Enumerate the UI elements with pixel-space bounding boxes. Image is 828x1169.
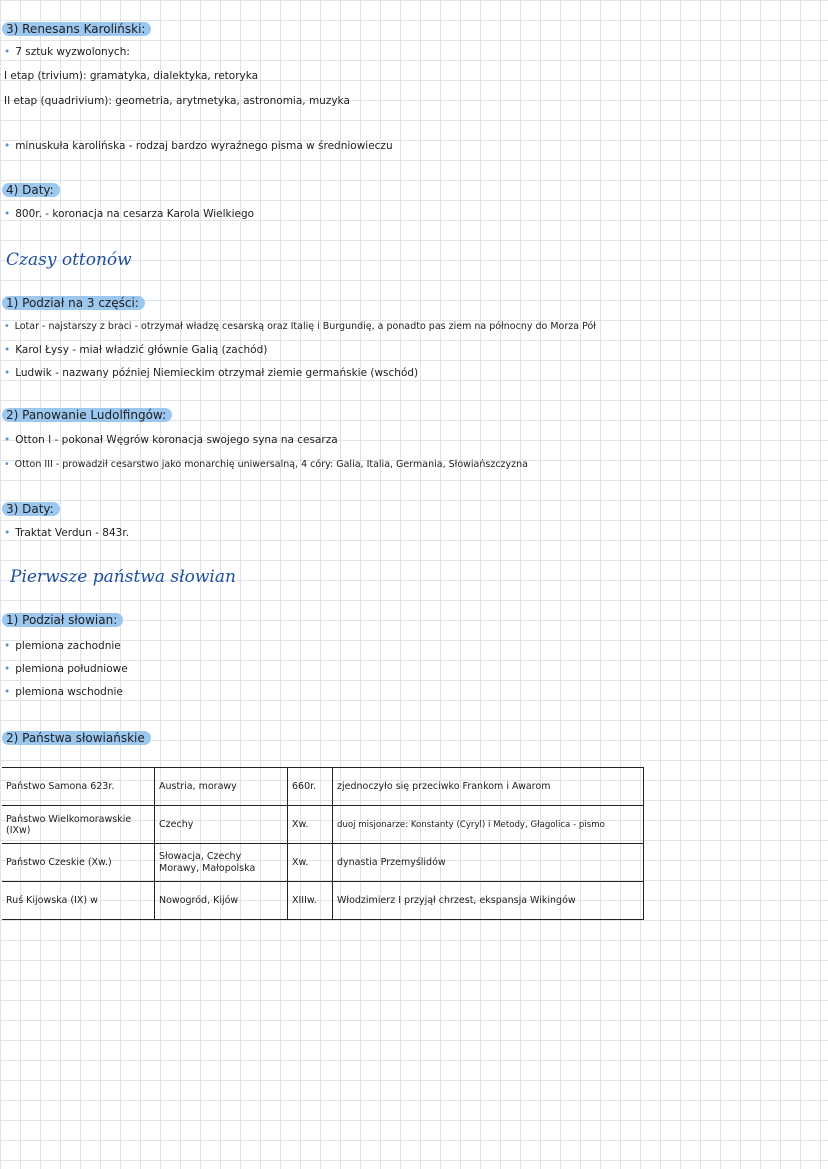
section-heading-podzial-slowian: 1) Podział słowian: xyxy=(2,613,123,627)
section-heading-ludolfingow: 2) Panowanie Ludolfingów: xyxy=(2,408,172,422)
list-item: • Traktat Verdun - 843r. xyxy=(4,527,129,539)
list-item: • Lotar - najstarszy z braci - otrzymał władzę cesarską oraz Italię i Burgundię, a ponadto pas ziem na północny do Morza Pół xyxy=(4,321,596,332)
table-cell: Xw. xyxy=(288,806,333,844)
list-item: • 7 sztuk wyzwolonych: xyxy=(4,46,130,58)
page-title-ottonow: Czasy ottonów xyxy=(6,250,132,270)
table-cell: 660r. xyxy=(288,768,333,806)
list-item: • plemiona wschodnie xyxy=(4,686,123,698)
list-item: • plemiona zachodnie xyxy=(4,640,121,652)
list-item: • 800r. - koronacja na cesarza Karola Wielkiego xyxy=(4,208,254,220)
section-heading-podzial: 1) Podział na 3 części: xyxy=(2,296,145,310)
list-item: • Otton I - pokonał Węgrów koronacja swojego syna na cesarza xyxy=(4,434,338,446)
table-row xyxy=(2,768,644,806)
table-row xyxy=(2,882,644,920)
table-cell: Nowogród, Kijów xyxy=(155,882,288,920)
table-cell: Włodzimierz I przyjął chrzest, ekspansja Wikingów xyxy=(333,882,644,920)
table-cell: duoj misjonarze: Konstanty (Cyryl) i Metody, Głagolica - pismo xyxy=(333,806,644,844)
table-cell: Czechy xyxy=(155,806,288,844)
table-cell: Xw. xyxy=(288,844,333,882)
table-cell: Państwo Samona 623r. xyxy=(2,768,155,806)
table-cell: zjednoczyło się przeciwko Frankom i Awarom xyxy=(333,768,644,806)
list-item: • Ludwik - nazwany później Niemieckim otrzymał ziemie germańskie (wschód) xyxy=(4,367,418,379)
list-item: • Otton III - prowadził cesarstwo jako monarchię uniwersalną, 4 córy: Galia, Italia, Germania, Słowiańszczyzna xyxy=(4,459,528,470)
table-row xyxy=(2,844,644,882)
states-table xyxy=(2,767,644,920)
table-cell: Słowacja, Czechy Morawy, Małopolska xyxy=(155,844,288,882)
list-item: • minuskuła karolińska - rodzaj bardzo wyraźnego pisma w średniowieczu xyxy=(4,140,393,152)
table-cell: Austria, morawy xyxy=(155,768,288,806)
section-heading-daty: 3) Daty: xyxy=(2,502,60,516)
table-cell: XIIIw. xyxy=(288,882,333,920)
list-item: • Karol Łysy - miał władzić głównie Galią (zachód) xyxy=(4,344,267,356)
list-item: • plemiona południowe xyxy=(4,663,128,675)
section-heading-renesans: 3) Renesans Karoliński: xyxy=(2,22,151,36)
table-cell: Ruś Kijowska (IX) w xyxy=(2,882,155,920)
table-cell: Państwo Wielkomorawskie (IXw) xyxy=(2,806,155,844)
section-heading-panstwa: 2) Państwa słowiańskie xyxy=(2,731,151,745)
table-cell: dynastia Przemyślidów xyxy=(333,844,644,882)
list-item: II etap (quadrivium): geometria, arytmetyka, astronomia, muzyka xyxy=(4,95,350,107)
section-heading-daty: 4) Daty: xyxy=(2,183,60,197)
page-title-slowian: Pierwsze państwa słowian xyxy=(10,567,236,587)
table-row xyxy=(2,806,644,844)
table-cell: Państwo Czeskie (Xw.) xyxy=(2,844,155,882)
list-item: I etap (trivium): gramatyka, dialektyka, retoryka xyxy=(4,70,259,82)
